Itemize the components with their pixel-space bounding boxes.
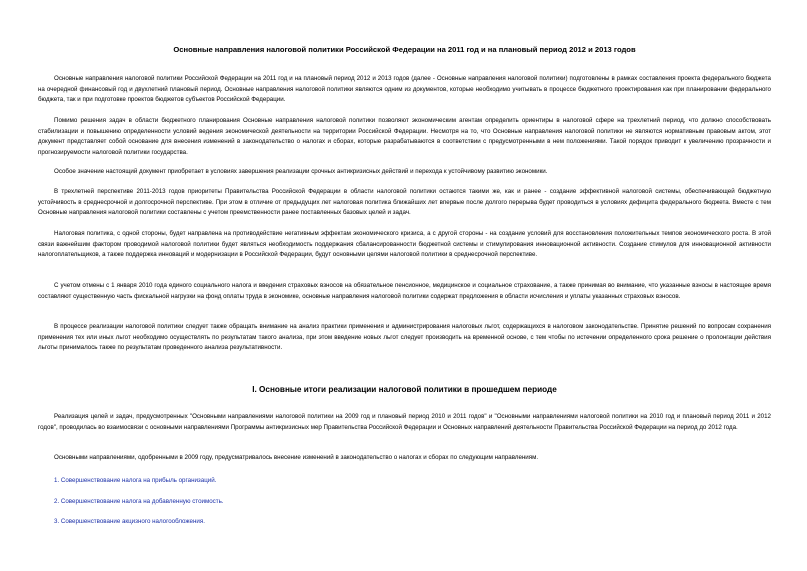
intro-paragraph-5: Налоговая политика, с одной стороны, будет направлена на противодействие негативным эффектам экономического кризиса, а с другой стороны - на создание условий для восстановления положительных темпов экономического роста. В этой связи важнейшим фактором проводимой налоговой политики будет являться необходимость поддержания сбалансированности бюджетной системы и стимулирования инновационной активности. Создание стимулов для инновационной активности налогоплательщиков, а также поддержка инноваций и модернизации в Российской Федерации, будут основными целями налоговой политики в среднесрочной перспективе. (38, 230, 771, 259)
section-heading: I. Основные итоги реализации налоговой политики в прошедшем периоде (252, 385, 557, 394)
link-profit-tax[interactable]: 1. Совершенствование налога на прибыль организаций. (54, 477, 217, 484)
document-title: Основные направления налоговой политики Российской Федерации на 2011 год и на плановый период 2012 и 2013 годов (173, 45, 636, 54)
intro-paragraph-1: Основные направления налоговой политики Российской Федерации на 2011 год и на плановый период 2012 и 2013 годов (далее - Основные направления налоговой политики) подготовлены в рамках составления проекта федерального бюджета на очередной финансовый год и двухлетний плановый период. Основные направления налоговой политики являются одним из документов, которые необходимо учитывать в процессе бюджетного проектирования как при планировании федерального бюджета, так и при подготовке проектов бюджетов субъектов Российской Федерации. (38, 75, 771, 104)
section-paragraph-2: Основными направлениями, одобренными в 2009 году, предусматривалось внесение изменений в законодательство о налогах и сборах по следующим направлениям. (54, 454, 539, 461)
link-vat[interactable]: 2. Совершенствование налога на добавленную стоимость. (54, 498, 224, 505)
intro-paragraph-2: Помимо решения задач в области бюджетного планирования Основные направления налоговой политики позволяют экономическим агентам определить ориентиры в налоговой сфере на трехлетний период, что должно способствовать стабилизации и повышению определенности условий ведения экономической деятельности на территории Российской Федерации. Несмотря на то, что Основные направления налоговой политики не являются нормативным правовым актом, этот документ представляет собой основание для внесения изменений в законодательство о налогах и сборах, которые разрабатываются в соответствии с предусмотренными в нем положениями. Такой порядок приводит к увеличению прозрачности и прогнозируемости налоговой политики государства. (38, 117, 771, 156)
link-excise-tax[interactable]: 3. Совершенствование акцизного налогообложения. (54, 518, 205, 525)
intro-paragraph-3: Особое значение настоящий документ приобретает в условиях завершения реализации срочных антикризисных действий и перехода к устойчивому развитию экономики. (54, 168, 548, 175)
section-paragraph-1: Реализация целей и задач, предусмотренных "Основными направлениями налоговой политики на 2009 год и плановый период 2010 и 2011 годов" и "Основными направлениями налоговой политики на 2010 год и плановый период 2011 и 2012 годов", проводилась во взаимосвязи с основными направлениями Программы антикризисных мер Правительства Российской Федерации и Основных направлений деятельности Правительства Российской Федерации на период до 2012 года. (38, 413, 771, 431)
intro-paragraph-4: В трехлетней перспективе 2011-2013 годов приоритеты Правительства Российской Федерации в области налоговой политики остаются такими же, как и ранее - создание эффективной налоговой системы, обеспечивающей бюджетную устойчивость в среднесрочной и долгосрочной перспективе. При этом в отличие от предыдущих лет налоговая политика ближайших лет впервые после долгого перерыва будет проводиться в условиях дефицита федерального бюджета. Вместе с тем Основные направления налоговой политики составлены с учетом преемственности ранее поставленных базовых целей и задач. (38, 188, 771, 217)
intro-paragraph-7: В процессе реализации налоговой политики следует также обращать внимание на анализ практики применения и администрирования налоговых льгот, содержащихся в налоговом законодательстве. Принятие решений по вопросам сохранения применения тех или иных льгот необходимо осуществлять по результатам такого анализа, при этом введение новых льгот следует производить на временной основе, с тем чтобы по истечении определенного срока решение о пролонгации действия льготы принималось также по результатам проведенного анализа результативности. (38, 323, 771, 352)
intro-paragraph-6: С учетом отмены с 1 января 2010 года единого социального налога и введения страховых взносов на обязательное пенсионное, медицинское и социальное страхование, а также принимая во внимание, что указанные взносы в настоящее время составляют существенную часть фискальной нагрузки на фонд оплаты труда в экономике, основные направления налоговой политики содержат предложения в области исчисления и уплаты указанных страховых взносов. (38, 282, 771, 300)
